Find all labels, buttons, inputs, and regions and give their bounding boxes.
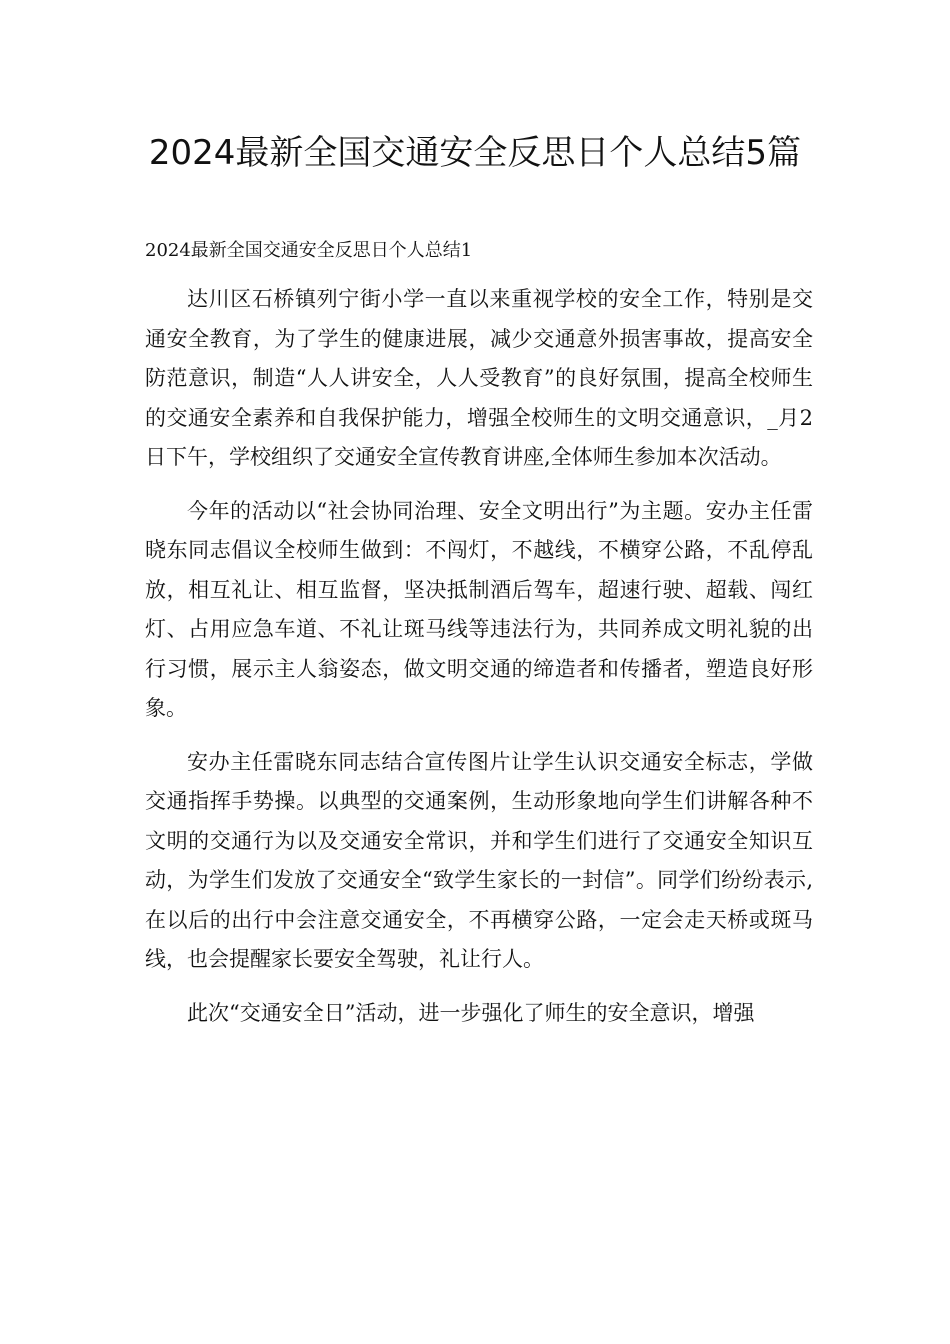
document-body xyxy=(145,280,813,1047)
paragraph: 安办主任雷晓东同志结合宣传图片让学生认识交通安全标志，学做交通指挥手势操。以典型的交通案例，生动形象地向学生们讲解各种不文明的交通行为以及交通安全常识，并和学生们进行了交通安全知识互动，为学生们发放了交通安全“致学生家长的一封信”。同学们纷纷表示,在以后的出行中会注意交通安全，不再横穿公路，一定会走天桥或斑马线，也会提醒家长要安全驾驶，礼让行人。 xyxy=(145,749,813,971)
paragraph: 今年的活动以“社会协同治理、安全文明出行”为主题。安办主任雷晓东同志倡议全校师生做到：不闯灯，不越线，不横穿公路，不乱停乱放，相互礼让、相互监督，坚决抵制酒后驾车，超速行驶、超载、闯红灯、占用应急车道、不礼让斑马线等违法行为，共同养成文明礼貌的出行习惯，展示主人翁姿态，做文明交通的缔造者和传播者，塑造良好形象。 xyxy=(145,498,813,720)
section-heading: 2024最新全国交通安全反思日个人总结1 xyxy=(145,240,473,261)
paragraph: 达川区石桥镇列宁街小学一直以来重视学校的安全工作，特别是交通安全教育，为了学生的健康进展，减少交通意外损害事故，提高安全防范意识，制造“人人讲安全，人人受教育”的良好氛围，提高全校师生的交通安全素养和自我保护能力，增强全校师生的文明交通意识，_月2日下午，学校组织了交通安全宣传教育讲座,全体师生参加本次活动。 xyxy=(145,287,813,469)
document-title: 2024最新全国交通安全反思日个人总结5篇 xyxy=(148,133,802,173)
paragraph: 此次“交通安全日”活动，进一步强化了师生的安全意识，增强 xyxy=(187,1000,755,1025)
